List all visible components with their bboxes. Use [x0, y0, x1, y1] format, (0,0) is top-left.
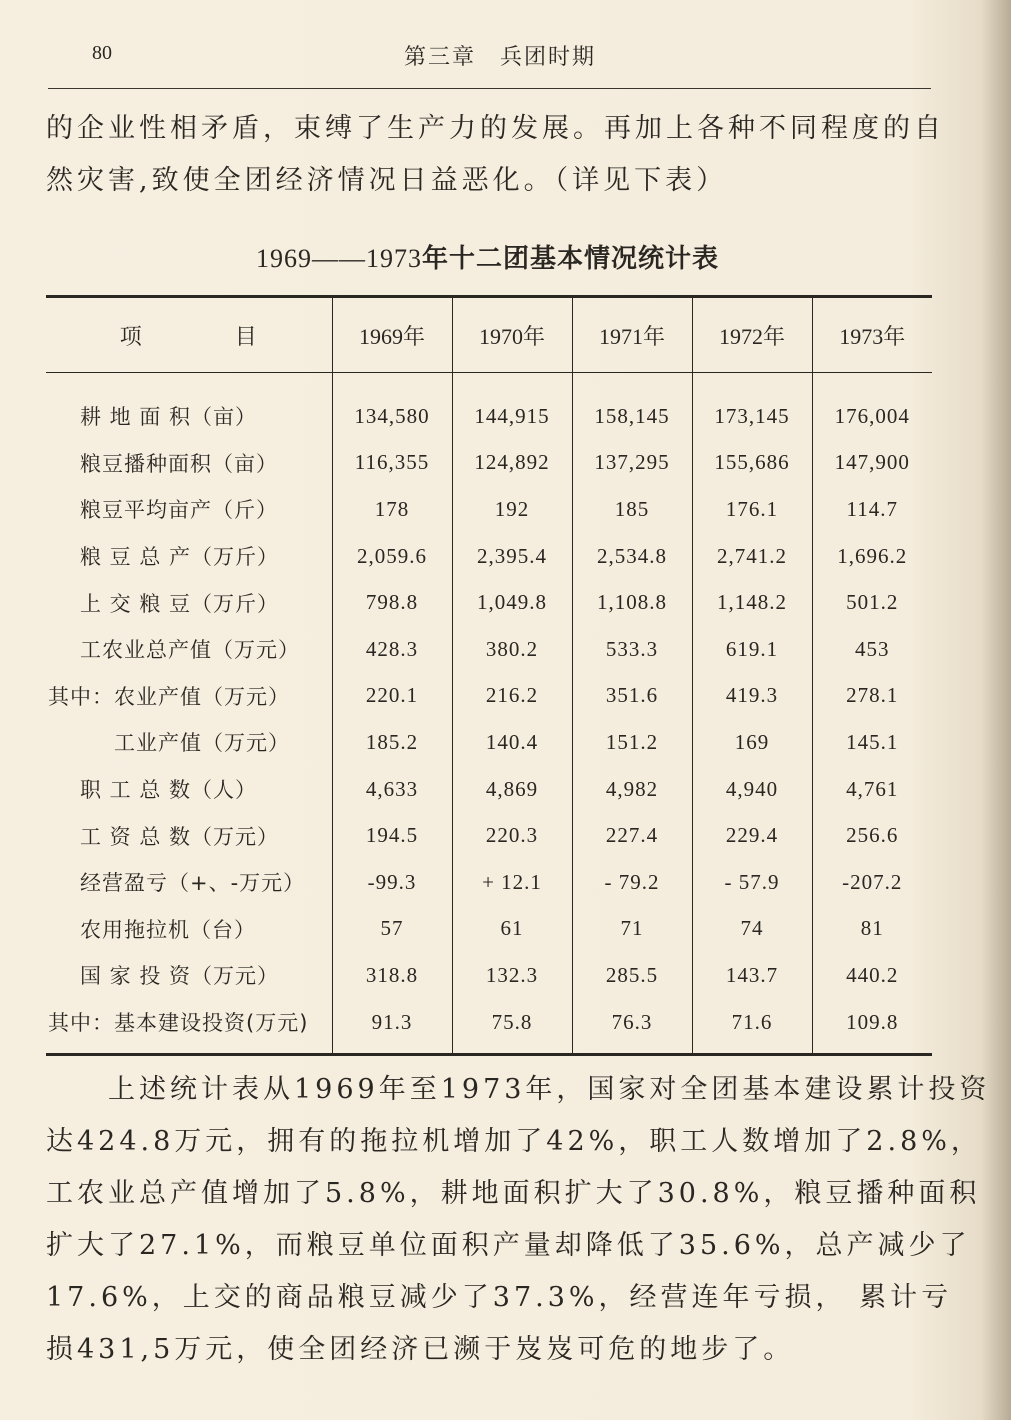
- value-cell: 619.1: [692, 626, 812, 673]
- value-cell: 1,148.2: [692, 579, 812, 626]
- statistics-table: [46, 295, 932, 1056]
- value-cell: 1,696.2: [812, 533, 932, 580]
- table-header-row: [46, 297, 932, 373]
- row-label: 其中：农业产值（万元）: [48, 684, 290, 709]
- value-cell: 533.3: [572, 626, 692, 673]
- value-cell: 440.2: [812, 952, 932, 999]
- chapter-title: 第三章 兵团时期: [403, 45, 596, 70]
- value-cell: 220.1: [332, 673, 452, 720]
- value-cell: 132.3: [452, 952, 572, 999]
- summary-line: 达424.8万元，拥有的拖拉机增加了42%，职工人数增加了2.8%，: [46, 1126, 982, 1157]
- table-row: [46, 373, 932, 440]
- value-cell: 4,982: [572, 766, 692, 813]
- year-column-header: 1970年: [452, 297, 572, 373]
- page-header: [70, 38, 930, 78]
- table-row: [46, 952, 932, 999]
- value-cell: + 12.1: [452, 859, 572, 906]
- value-cell: 71.6: [692, 999, 812, 1055]
- year-column-header: 1973年: [812, 297, 932, 373]
- value-cell: - 79.2: [572, 859, 692, 906]
- value-cell: 216.2: [452, 673, 572, 720]
- value-cell: 256.6: [812, 812, 932, 859]
- row-label: 工业产值（万元）: [114, 731, 290, 756]
- value-cell: 169: [692, 719, 812, 766]
- value-cell: 81: [812, 906, 932, 953]
- table-row: [46, 766, 932, 813]
- value-cell: 143.7: [692, 952, 812, 999]
- table-row: [46, 812, 932, 859]
- row-label: 农用拖拉机（台）: [80, 917, 256, 942]
- value-cell: 176,004: [812, 373, 932, 440]
- table-row: [46, 533, 932, 580]
- summary-line: 扩大了27.1%，而粮豆单位面积产量却降低了35.6%，总产减少了: [46, 1230, 971, 1261]
- row-label: 经营盈亏（+、-万元）: [80, 871, 306, 896]
- value-cell: 4,633: [332, 766, 452, 813]
- value-cell: 453: [812, 626, 932, 673]
- row-label: 职 工 总 数（人）: [80, 778, 258, 803]
- value-cell: 227.4: [572, 812, 692, 859]
- summary-line: 17.6%，上交的商品粮豆减少了37.3%，经营连年亏损， 累计亏: [46, 1282, 953, 1313]
- value-cell: 144,915: [452, 373, 572, 440]
- value-cell: 75.8: [452, 999, 572, 1055]
- value-cell: 4,940: [692, 766, 812, 813]
- value-cell: 124,892: [452, 440, 572, 487]
- row-label: 粮豆平均亩产（斤）: [80, 498, 278, 523]
- summary-line: 损431,5万元，使全团经济已濒于岌岌可危的地步了。: [46, 1334, 795, 1365]
- row-label: 耕 地 面 积（亩）: [80, 405, 258, 430]
- value-cell: 318.8: [332, 952, 452, 999]
- value-cell: 4,761: [812, 766, 932, 813]
- value-cell: 147,900: [812, 440, 932, 487]
- value-cell: 151.2: [572, 719, 692, 766]
- row-label: 工 资 总 数（万元）: [80, 824, 280, 849]
- table-title-years: 1969——1973: [255, 244, 422, 273]
- table-row: [46, 999, 932, 1055]
- value-cell: 1,049.8: [452, 579, 572, 626]
- value-cell: 351.6: [572, 673, 692, 720]
- summary-line: 工农业总产值增加了5.8%，耕地面积扩大了30.8%，粮豆播种面积: [46, 1178, 981, 1209]
- table-row: [46, 859, 932, 906]
- year-column-header: 1972年: [692, 297, 812, 373]
- value-cell: 419.3: [692, 673, 812, 720]
- row-label: 工农业总产值（万元）: [80, 638, 300, 663]
- value-cell: -99.3: [332, 859, 452, 906]
- value-cell: 185: [572, 486, 692, 533]
- value-cell: 380.2: [452, 626, 572, 673]
- value-cell: - 57.9: [692, 859, 812, 906]
- value-cell: 2,741.2: [692, 533, 812, 580]
- page-number: 80: [92, 42, 112, 64]
- value-cell: 1,108.8: [572, 579, 692, 626]
- intro-line: 然灾害,致使全团经济情况日益恶化。（详见下表）: [46, 165, 728, 196]
- table-row: [46, 673, 932, 720]
- header-rule: [48, 88, 931, 89]
- value-cell: 194.5: [332, 812, 452, 859]
- intro-paragraph: [46, 103, 945, 207]
- value-cell: 2,534.8: [572, 533, 692, 580]
- intro-line: 的企业性相矛盾，束缚了生产力的发展。再加上各种不同程度的自: [46, 113, 945, 144]
- table-row: [46, 626, 932, 673]
- value-cell: 134,580: [332, 373, 452, 440]
- row-label: 粮 豆 总 产（万斤）: [80, 545, 280, 570]
- row-label: 其中：基本建设投资(万元): [48, 1011, 309, 1036]
- value-cell: 74: [692, 906, 812, 953]
- value-cell: 173,145: [692, 373, 812, 440]
- value-cell: 285.5: [572, 952, 692, 999]
- value-cell: 229.4: [692, 812, 812, 859]
- table-row: [46, 719, 932, 766]
- value-cell: 2,059.6: [332, 533, 452, 580]
- value-cell: 114.7: [812, 486, 932, 533]
- year-column-header: 1969年: [332, 297, 452, 373]
- value-cell: 140.4: [452, 719, 572, 766]
- value-cell: 2,395.4: [452, 533, 572, 580]
- table-row: [46, 906, 932, 953]
- value-cell: 61: [452, 906, 572, 953]
- value-cell: 185.2: [332, 719, 452, 766]
- row-label: 上 交 粮 豆（万斤）: [80, 591, 280, 616]
- value-cell: 116,355: [332, 440, 452, 487]
- value-cell: 178: [332, 486, 452, 533]
- value-cell: 137,295: [572, 440, 692, 487]
- table-row: [46, 579, 932, 626]
- value-cell: 91.3: [332, 999, 452, 1055]
- row-label: 国 家 投 资（万元）: [80, 964, 280, 989]
- value-cell: 109.8: [812, 999, 932, 1055]
- value-cell: 501.2: [812, 579, 932, 626]
- item-header-b: 目: [234, 323, 258, 349]
- value-cell: -207.2: [812, 859, 932, 906]
- item-column-header: [46, 297, 332, 373]
- value-cell: 71: [572, 906, 692, 953]
- table-row: [46, 440, 932, 487]
- value-cell: 76.3: [572, 999, 692, 1055]
- value-cell: 176.1: [692, 486, 812, 533]
- value-cell: 145.1: [812, 719, 932, 766]
- summary-line: 上述统计表从1969年至1973年，国家对全团基本建设累计投资: [46, 1074, 991, 1105]
- year-column-header: 1971年: [572, 297, 692, 373]
- value-cell: 155,686: [692, 440, 812, 487]
- table-title: [0, 238, 975, 275]
- row-label: 粮豆播种面积（亩）: [80, 451, 278, 476]
- value-cell: 278.1: [812, 673, 932, 720]
- table-body: [46, 373, 932, 1055]
- table-title-text: 年十二团基本情况统计表: [421, 244, 719, 274]
- value-cell: 57: [332, 906, 452, 953]
- table-row: [46, 486, 932, 533]
- value-cell: 220.3: [452, 812, 572, 859]
- summary-paragraph: [46, 1064, 990, 1376]
- value-cell: 428.3: [332, 626, 452, 673]
- value-cell: 4,869: [452, 766, 572, 813]
- value-cell: 798.8: [332, 579, 452, 626]
- value-cell: 158,145: [572, 373, 692, 440]
- value-cell: 192: [452, 486, 572, 533]
- item-header-a: 项: [119, 323, 143, 349]
